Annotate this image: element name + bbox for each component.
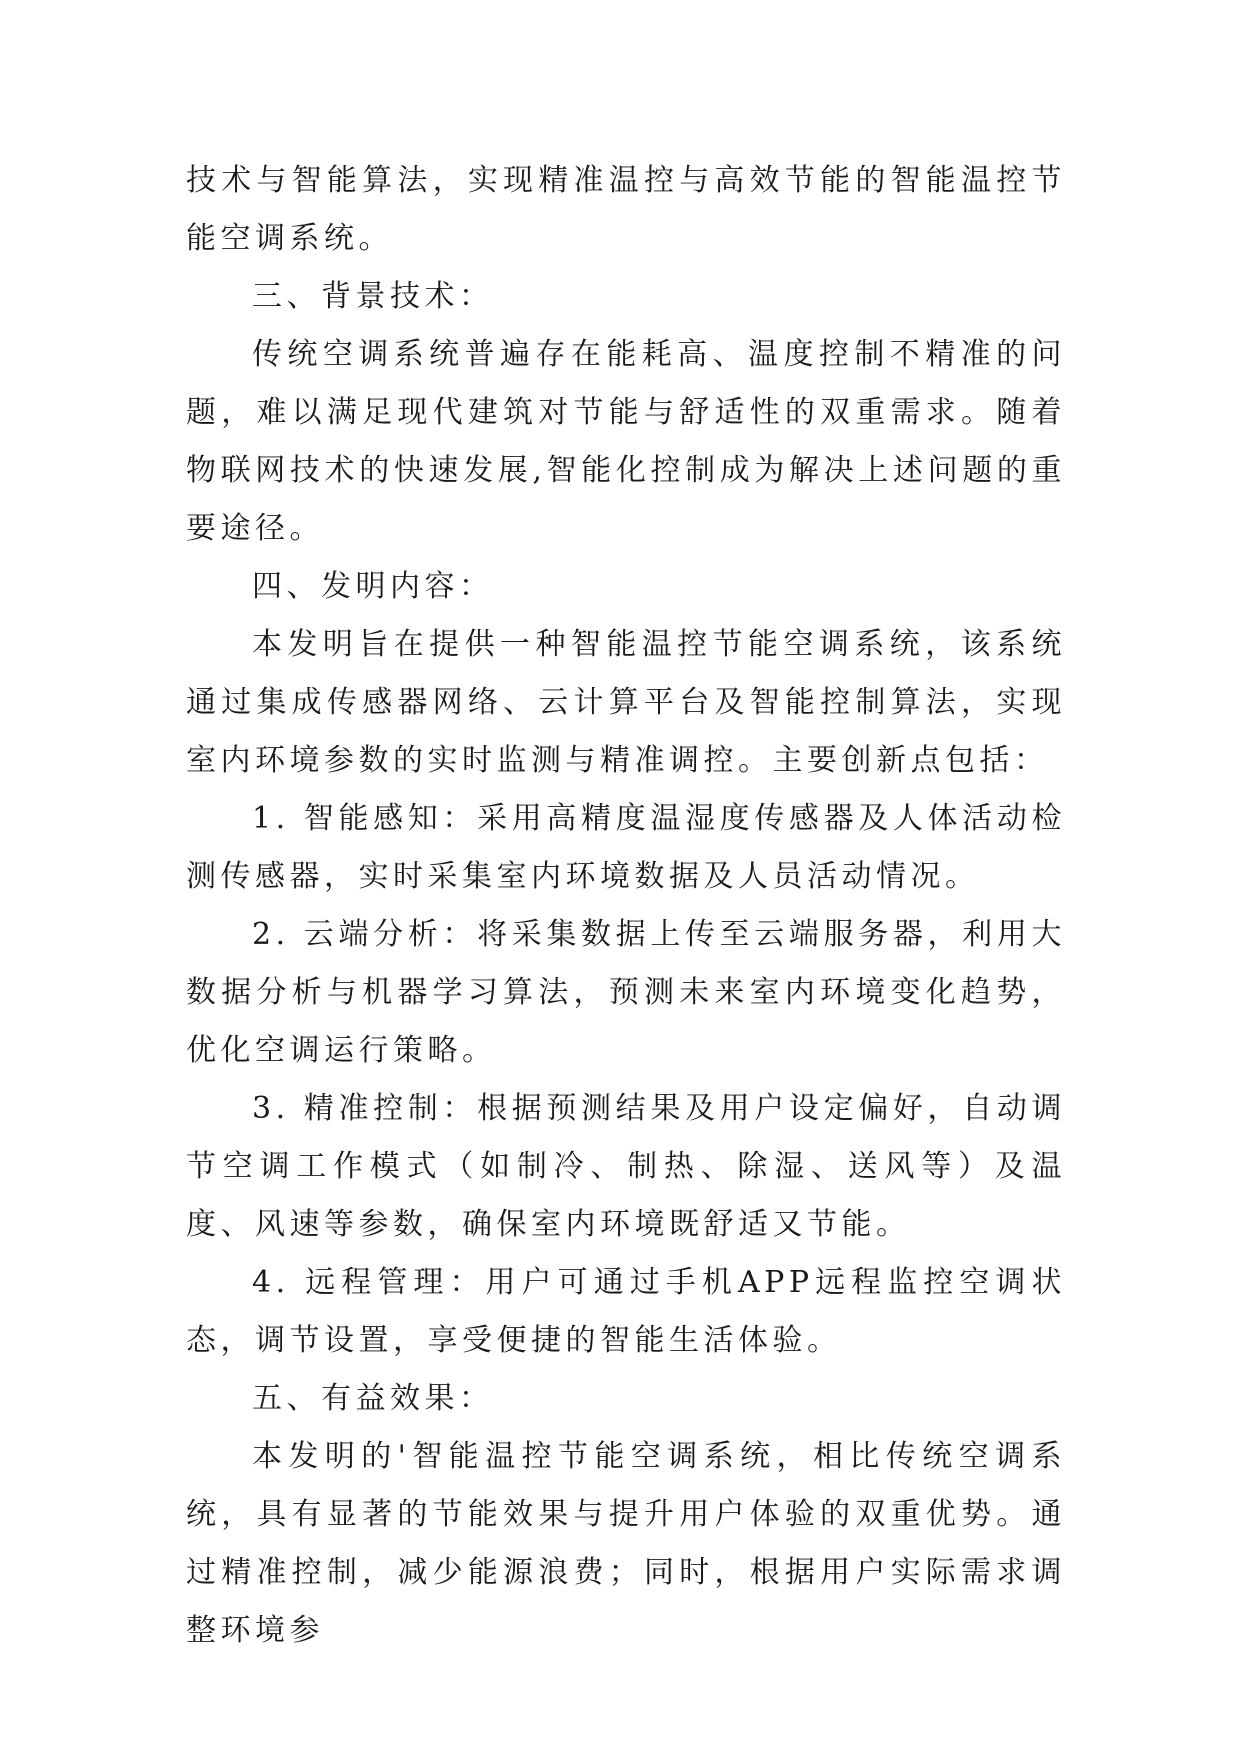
paragraph: 技术与智能算法，实现精准温控与高效节能的智能温控节能空调系统。 [186, 163, 1066, 256]
section-heading-beneficial-effects: 五、有益效果： [252, 1381, 494, 1416]
list-item: 1. 智能感知：采用高精度温湿度传感器及人体活动检测传感器，实时采集室内环境数据及人员活动情况。 [186, 801, 1066, 894]
list-item: 4. 远程管理：用户可通过手机APP远程监控空调状态，调节设置，享受便捷的智能生活体验。 [186, 1265, 1066, 1358]
section-heading-background: 三、背景技术： [252, 279, 494, 314]
section-heading-invention-content: 四、发明内容： [252, 569, 494, 604]
paragraph: 本发明旨在提供一种智能温控节能空调系统，该系统通过集成传感器网络、云计算平台及智能控制算法，实现室内环境参数的实时监测与精准调控。主要创新点包括： [186, 627, 1066, 778]
list-item: 3. 精准控制：根据预测结果及用户设定偏好，自动调节空调工作模式（如制冷、制热、除湿、送风等）及温度、风速等参数，确保室内环境既舒适又节能。 [186, 1091, 1066, 1242]
paragraph: 传统空调系统普遍存在能耗高、温度控制不精准的问题，难以满足现代建筑对节能与舒适性的双重需求。随着物联网技术的快速发展,智能化控制成为解决上述问题的重要途径。 [186, 337, 1066, 546]
document-body [186, 152, 1066, 1660]
list-item: 2. 云端分析：将采集数据上传至云端服务器，利用大数据分析与机器学习算法，预测未来室内环境变化趋势，优化空调运行策略。 [186, 917, 1066, 1068]
paragraph: 本发明的'智能温控节能空调系统，相比传统空调系统，具有显著的节能效果与提升用户体验的双重优势。通过精准控制，减少能源浪费；同时，根据用户实际需求调整环境参 [186, 1439, 1066, 1648]
